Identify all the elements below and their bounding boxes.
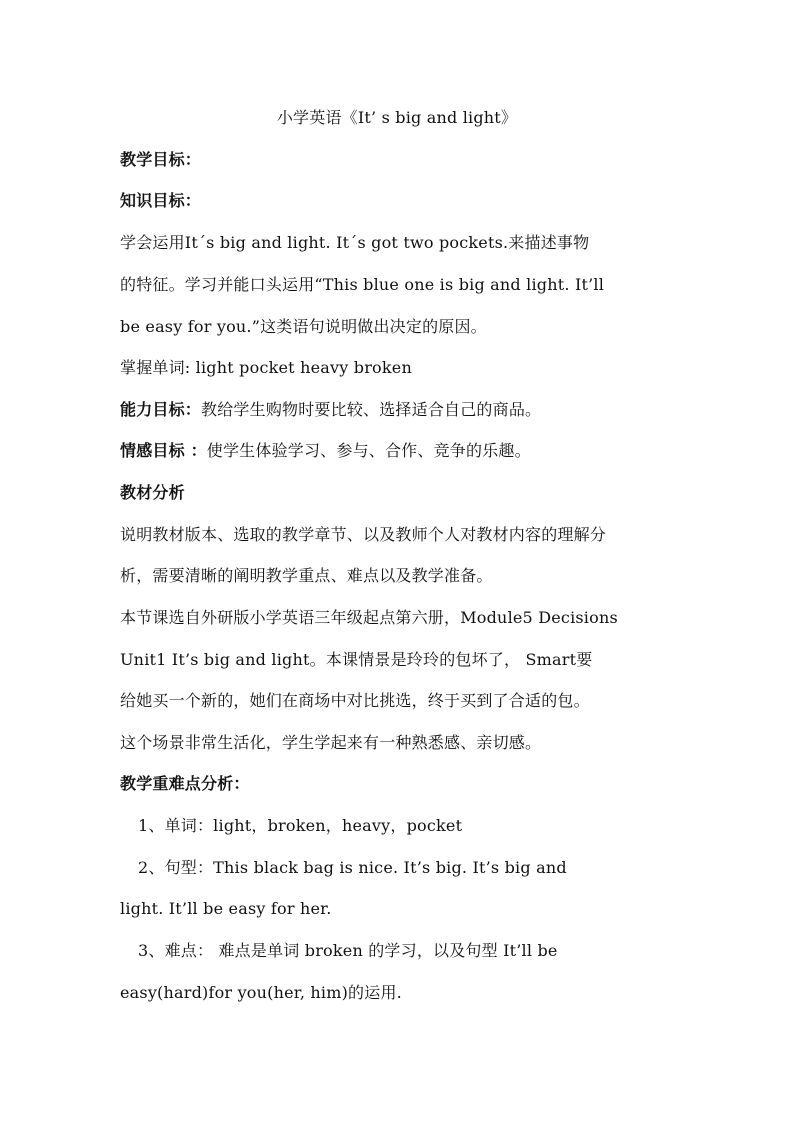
point-1: 1、单词：light，broken，heavy，pocket [138, 816, 463, 835]
knowledge-objectives-heading: 知识目标： [120, 191, 202, 210]
point-2-line-2: light. It’ll be easy for her. [120, 899, 332, 918]
material-line-2: 析，需要清晰的阐明教学重点、难点以及教学准备。 [120, 566, 493, 585]
teaching-objectives-heading: 教学目标： [120, 150, 202, 169]
document-title: 小学英语《It’ s big and light》 [276, 108, 518, 127]
vocabulary-line: 掌握单词: light pocket heavy broken [120, 358, 412, 377]
material-line-3: 本节课选自外研版小学英语三年级起点第六册，Module5 Decisions [120, 608, 618, 627]
ability-text: 教给学生购物时要比较、选择适合自己的商品。 [201, 400, 542, 419]
material-line-6: 这个场景非常生活化，学生学起来有一种熟悉感、亲切感。 [120, 733, 542, 752]
material-analysis-heading: 教材分析 [120, 483, 185, 502]
material-line-1: 说明教材版本、选取的教学章节、以及教师个人对教材内容的理解分 [120, 525, 607, 544]
knowledge-text-line-1: 学会运用It´s big and light. It´s got two pockets.来描述事物 [120, 233, 590, 252]
key-points-heading: 教学重难点分析： [120, 774, 250, 793]
ability-objective [120, 400, 680, 420]
point-3-line-1: 3、难点： 难点是单词 broken 的学习，以及句型 It’ll be [138, 941, 558, 960]
emotion-text: 使学生体验学习、参与、合作、竞争的乐趣。 [206, 441, 531, 460]
material-line-4: Unit1 It’s big and light。本课情景是玲玲的包坏了， Smart要 [120, 650, 593, 669]
knowledge-text-line-2: 的特征。学习并能口头运用“This blue one is big and light. It’ll [120, 275, 605, 294]
material-line-5: 给她买一个新的，她们在商场中对比挑选，终于买到了合适的包。 [120, 691, 590, 710]
knowledge-text-line-3: be easy for you.”这类语句说明做出决定的原因。 [120, 317, 487, 336]
emotion-label: 情感目标 ： [120, 441, 207, 460]
point-2-line-1: 2、句型：This black bag is nice. It’s big. It’s big and [138, 858, 567, 877]
point-3-line-2: easy(hard)for you(her, him)的运用. [120, 983, 402, 1002]
ability-label: 能力目标： [120, 400, 202, 419]
emotion-objective [120, 441, 680, 461]
